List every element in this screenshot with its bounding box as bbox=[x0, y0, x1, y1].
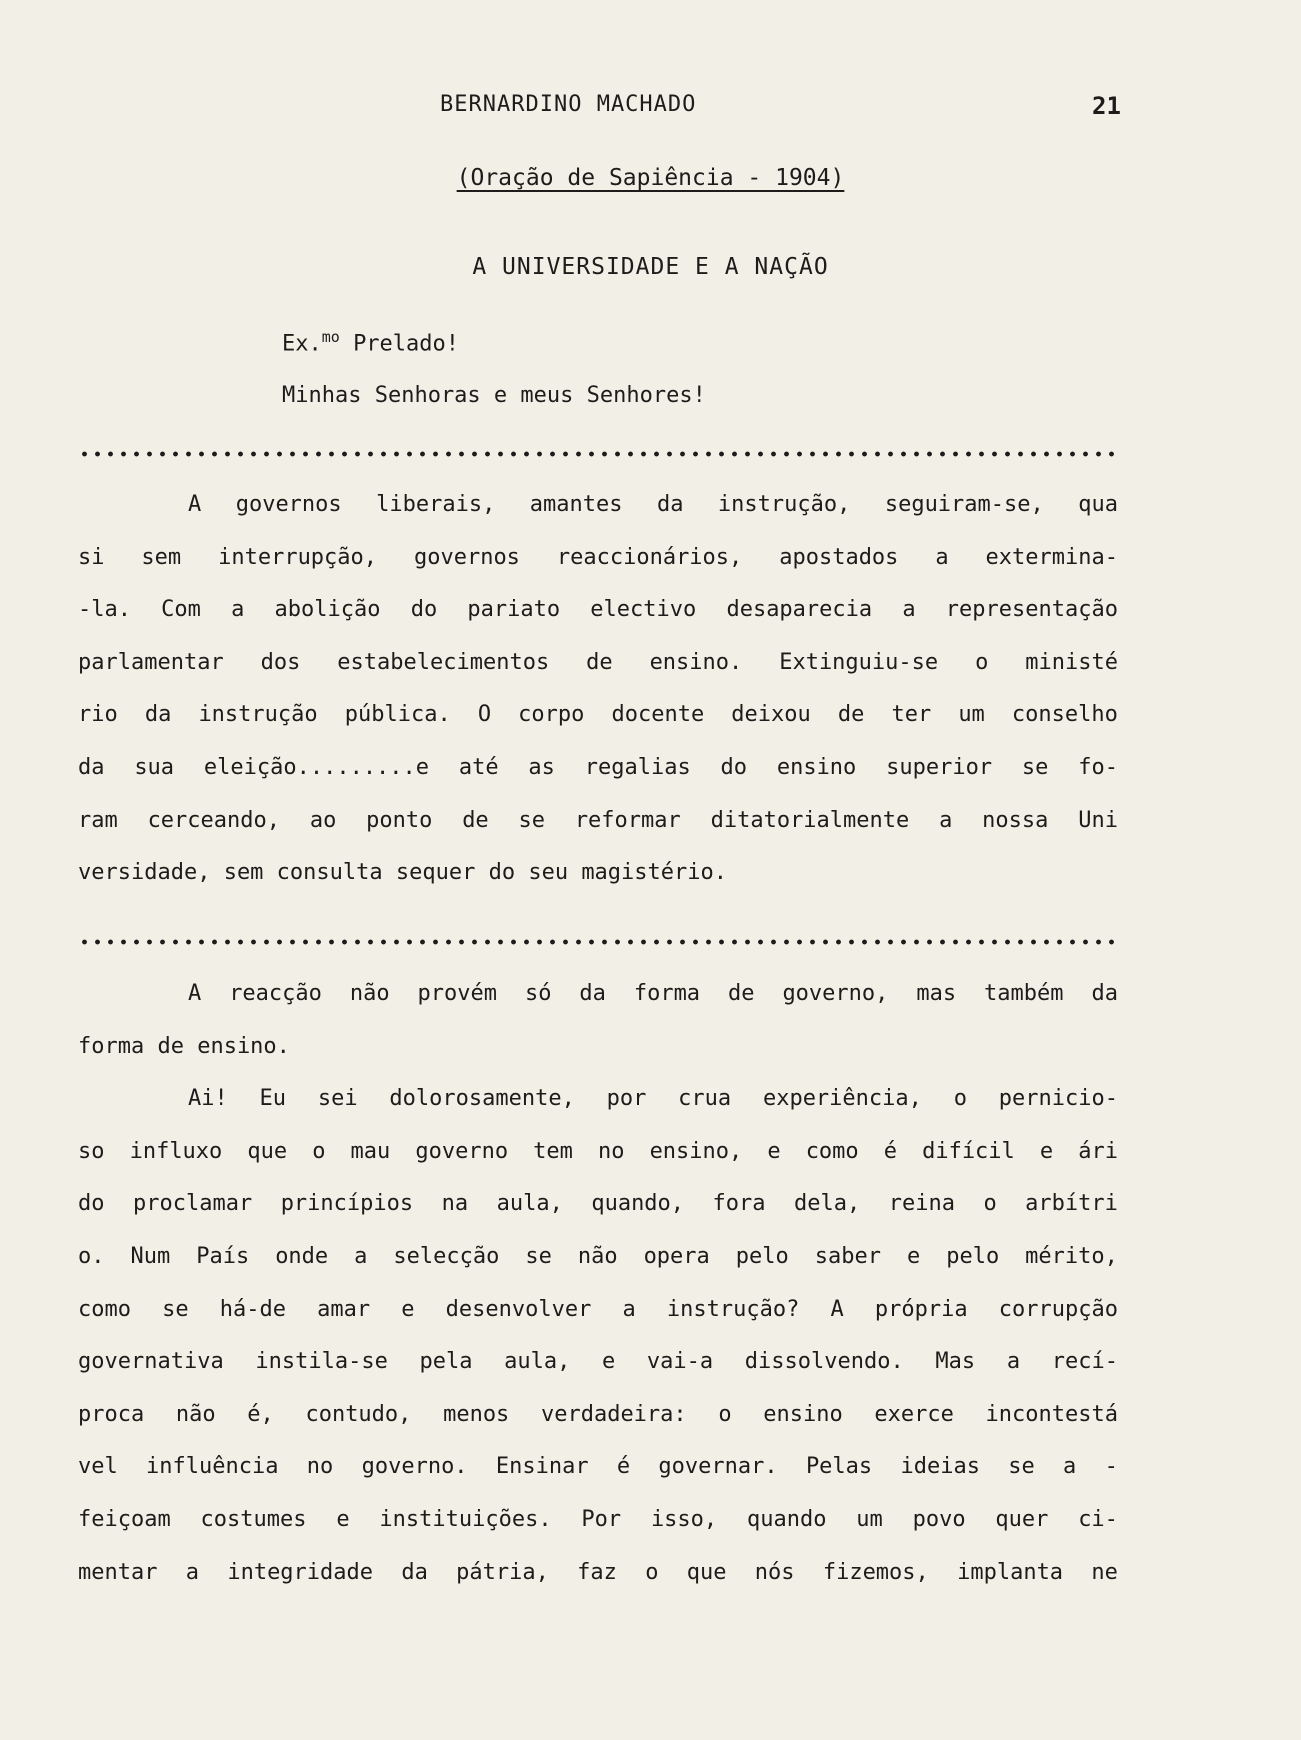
text-line: A reacção não provém só da forma de governo, mas também da bbox=[188, 981, 1118, 1006]
text-line: governativa instila-se pela aula, e vai-a dissolvendo. Mas a recí- bbox=[78, 1349, 1118, 1375]
text-line: Ai! Eu sei dolorosamente, por crua experiência, o pernicio- bbox=[188, 1086, 1118, 1112]
text-line: proca não é, contudo, menos verdadeira: o ensino exerce incontestá bbox=[78, 1401, 1118, 1427]
text-line: si sem interrupção, governos reaccionários, apostados a extermina- bbox=[78, 544, 1118, 570]
paragraph-2 bbox=[78, 968, 1118, 1599]
text-line: ram cerceando, ao ponto de se reformar ditatorialmente a nossa Uni bbox=[78, 807, 1118, 833]
text-line: rio da instrução pública. O corpo docente deixou de ter um conselho bbox=[78, 702, 1118, 728]
salutation-suffix: Prelado! bbox=[353, 331, 460, 357]
text-line: vel influência no governo. Ensinar é governar. Pelas ideias se a - bbox=[78, 1454, 1118, 1480]
salutation-prelate bbox=[282, 328, 459, 356]
text-line: versidade, sem consulta sequer do seu magistério. bbox=[78, 860, 728, 886]
salutation-superscript: mo bbox=[321, 328, 340, 346]
speech-subtitle: (Oração de Sapiência - 1904) bbox=[456, 165, 845, 191]
text-line: -la. Com a abolição do pariato electivo desaparecia a representação bbox=[78, 597, 1118, 623]
page-number: 21 bbox=[1092, 92, 1121, 120]
text-line: mentar a integridade da pátria, faz o que nós fizemos, implanta ne bbox=[78, 1559, 1118, 1585]
salutation-audience: Minhas Senhoras e meus Senhores! bbox=[282, 383, 706, 408]
text-line: feiçoam costumes e instituições. Por isso, quando um povo quer ci- bbox=[78, 1506, 1118, 1532]
text-line: como se há-de amar e desenvolver a instrução? A própria corrupção bbox=[78, 1296, 1118, 1322]
running-title: BERNARDINO MACHADO bbox=[440, 92, 697, 117]
text-line: parlamentar dos estabelecimentos de ensino. Extinguiu-se o ministé bbox=[78, 649, 1118, 675]
text-line: da sua eleição.........e até as regalias do ensino superior se fo- bbox=[78, 754, 1118, 780]
chapter-title: A UNIVERSIDADE E A NAÇÃO bbox=[472, 254, 829, 280]
dotted-separator bbox=[78, 937, 1116, 947]
salutation-prefix: Ex. bbox=[282, 331, 322, 357]
paragraph-1 bbox=[78, 479, 1118, 900]
text-line: do proclamar princípios na aula, quando, fora dela, reina o arbítri bbox=[78, 1191, 1118, 1217]
text-line: forma de ensino. bbox=[78, 1033, 290, 1059]
text-line: o. Num País onde a selecção se não opera pelo saber e pelo mérito, bbox=[78, 1243, 1118, 1269]
dotted-separator bbox=[78, 449, 1116, 459]
page-header bbox=[0, 92, 1301, 128]
text-line: A governos liberais, amantes da instrução, seguiram-se, qua bbox=[188, 492, 1118, 517]
text-line: so influxo que o mau governo tem no ensino, e como é difícil e ári bbox=[78, 1138, 1118, 1164]
